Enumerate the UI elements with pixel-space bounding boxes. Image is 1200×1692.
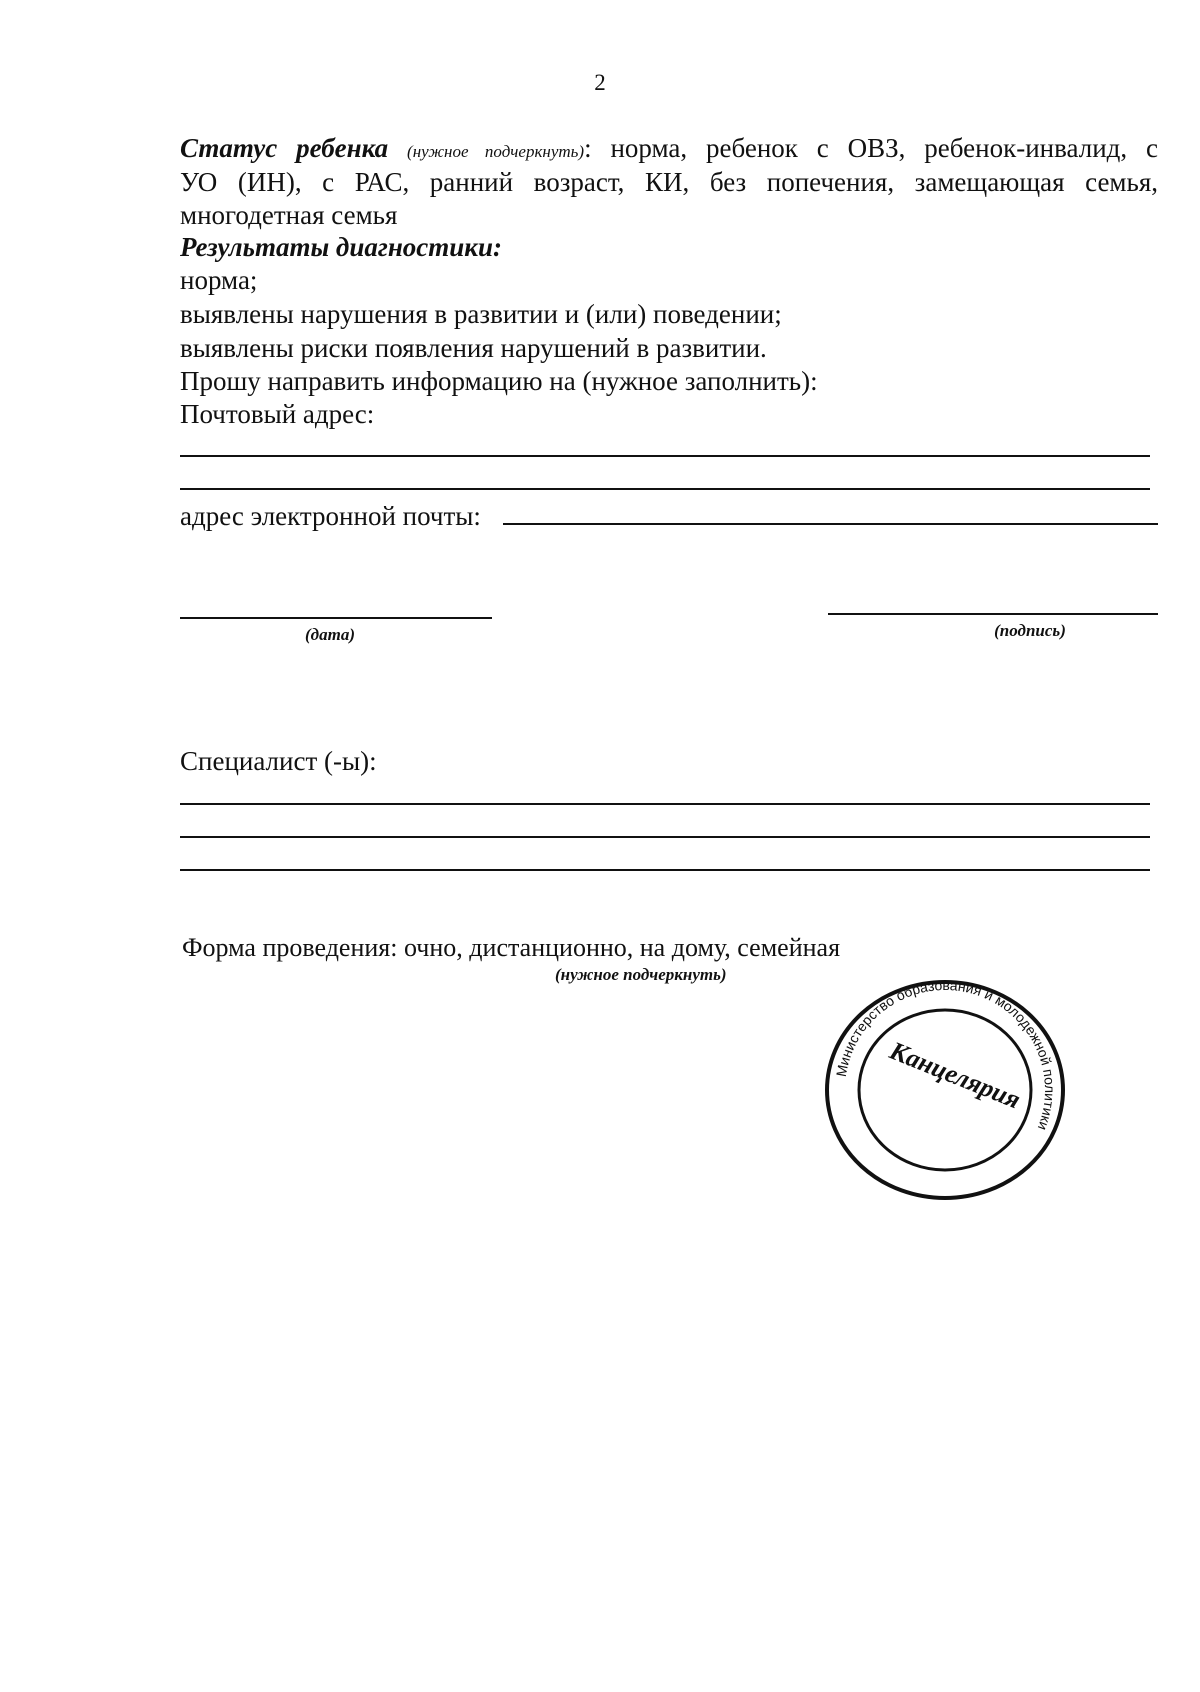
date-line[interactable] [180,617,492,619]
status-options-1: : норма, ребенок с ОВЗ, ребенок-инвалид, с [584,133,1158,163]
specialist-line-2[interactable] [180,836,1150,838]
diagnostics-item: выявлены нарушения в развитии и (или) поведении; [180,299,782,329]
stamp-ring-textpath: Министерство образования и молодежной политики [832,976,1059,1133]
postal-address-label: Почтовый адрес: [180,399,375,429]
specialists-label: Специалист (-ы): [180,746,377,776]
stamp-center-text: Канцелярия [885,1035,1025,1115]
specialist-line-3[interactable] [180,869,1150,871]
diagnostics-title: Результаты диагностики: [180,232,502,262]
status-line-1 [180,132,1158,168]
status-line-2: УО (ИН), с РАС, ранний возраст, КИ, без попечения, замещающая семья, [180,167,1158,197]
status-note: (нужное подчеркнуть) [407,142,585,161]
form-note: (нужное подчеркнуть) [555,965,727,984]
form-text: Форма проведения: очно, дистанционно, на дому, семейная [182,933,841,962]
office-stamp [820,975,1070,1205]
diagnostics-item: выявлены риски появления нарушений в развитии. [180,333,767,363]
status-label: Статус ребенка [180,133,389,163]
specialist-line-1[interactable] [180,803,1150,805]
date-caption: (дата) [305,625,355,644]
status-line-3: многодетная семья [180,200,398,230]
page-number: 2 [594,70,606,95]
postal-address-line-1[interactable] [180,455,1150,457]
signature-line[interactable] [828,613,1158,615]
request-text: Прошу направить информацию на (нужное заполнить): [180,366,818,396]
email-label: адрес электронной почты: [180,501,481,531]
diagnostics-item: норма; [180,265,258,295]
email-line[interactable] [503,523,1158,525]
signature-caption: (подпись) [994,621,1066,640]
postal-address-line-2[interactable] [180,488,1150,490]
